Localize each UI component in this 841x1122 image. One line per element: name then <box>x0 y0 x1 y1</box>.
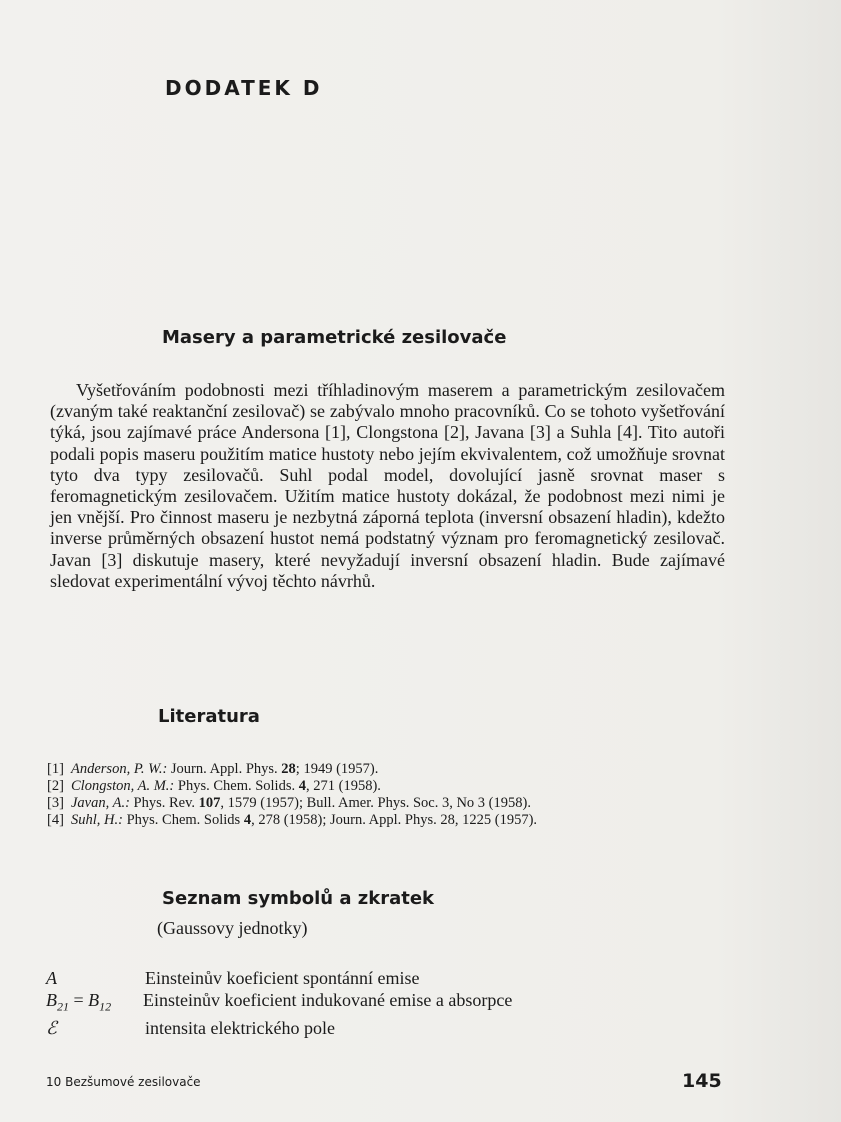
reference-tail: , 271 (1958). <box>305 778 381 794</box>
reference-list <box>47 761 737 829</box>
reference-source: Phys. Chem. Solids. <box>174 778 299 794</box>
symbol-subscript: 21 <box>57 999 69 1014</box>
reference-volume: 4 <box>243 812 252 828</box>
symbol: A <box>46 968 57 988</box>
reference-number: [1] <box>47 761 64 777</box>
symbol-b: B <box>88 989 100 1010</box>
section-heading-masers: Masery a parametrické zesilovače <box>162 327 507 348</box>
symbol-table <box>46 968 512 1039</box>
reference-volume: 107 <box>198 795 221 811</box>
symbol-subscript: 12 <box>99 999 112 1014</box>
reference-tail: ; 1949 (1957). <box>295 761 379 777</box>
symbol-equals: = <box>69 989 89 1010</box>
symbols-subheading: (Gaussovy jednotky) <box>157 918 308 938</box>
chapter-title: DODATEK D <box>165 76 323 100</box>
section-heading-symbols: Seznam symbolů a zkratek <box>162 888 435 909</box>
reference-item <box>47 761 737 778</box>
reference-author: Javan, A.: <box>71 795 130 811</box>
reference-volume: 4 <box>298 778 306 794</box>
section-heading-literature: Literatura <box>158 706 260 727</box>
reference-number: [3] <box>47 795 64 811</box>
reference-author: Clongston, A. M.: <box>71 778 175 794</box>
symbol-row <box>46 1018 512 1040</box>
symbol-row <box>46 990 512 1018</box>
page-number: 145 <box>682 1070 722 1092</box>
symbol-b: B <box>46 989 57 1010</box>
reference-number: [4] <box>47 812 64 828</box>
reference-volume: 28 <box>281 761 296 777</box>
symbol-description: Einsteinův koeficient indukované emise a absorpce <box>143 989 513 1010</box>
reference-item <box>47 812 737 829</box>
reference-number: [2] <box>47 778 64 794</box>
reference-source: Journ. Appl. Phys. <box>167 761 282 777</box>
body-paragraph: Vyšetřováním podobnosti mezi tříhladinovým maserem a parametrickým zesilovačem (zvaným také reaktanční zesilovač) se zabývalo mnoho pracovníků. Co se tohoto vyšetřování týká, jsou zajímavé práce Andersona [1], Clongstona [2], Javana [3] a Suhla [4]. Tito autoři podali popis maseru použitím matice hustoty nebo jejím ekvivalentem, což umožňuje srovnat tyto dva typy zesilovačů. Suhl podal model, dovolující jasně srovnat maser s feromagnetickým zesilovačem. Užitím matice hustoty dokázal, že podobnost mezi nimi je jen vnější. Pro činnost maseru je nezbytná záporná teplota (inversní obsazení hladin), kdežto inverse průměrných obsazení hustot nemá podstatný význam pro feromagnetický zesilovač. Javan [3] diskutuje masery, které nevyžadují inversní obsazení hladin. Bude zajímavé sledovat experimentální vývoj těchto návrhů. <box>50 380 725 591</box>
footer-running-title: 10 Bezšumové zesilovače <box>46 1075 201 1089</box>
reference-item <box>47 778 737 795</box>
symbol <box>46 990 145 1018</box>
reference-tail: , 1579 (1957); Bull. Amer. Phys. Soc. 3, No 3 (1958). <box>220 795 531 811</box>
reference-tail: , 278 (1958); Journ. Appl. Phys. 28, 1225 (1957). <box>251 812 538 828</box>
symbol: ℰ <box>46 1017 57 1038</box>
symbol-description: Einsteinův koeficient spontánní emise <box>145 968 420 988</box>
reference-author: Anderson, P. W.: <box>71 761 168 777</box>
symbol-row <box>46 968 512 990</box>
reference-author: Suhl, H.: <box>71 812 123 828</box>
reference-source: Phys. Rev. <box>129 795 199 811</box>
symbol-description: intensita elektrického pole <box>145 1017 335 1038</box>
reference-item <box>47 795 737 812</box>
reference-source: Phys. Chem. Solids <box>122 812 244 828</box>
